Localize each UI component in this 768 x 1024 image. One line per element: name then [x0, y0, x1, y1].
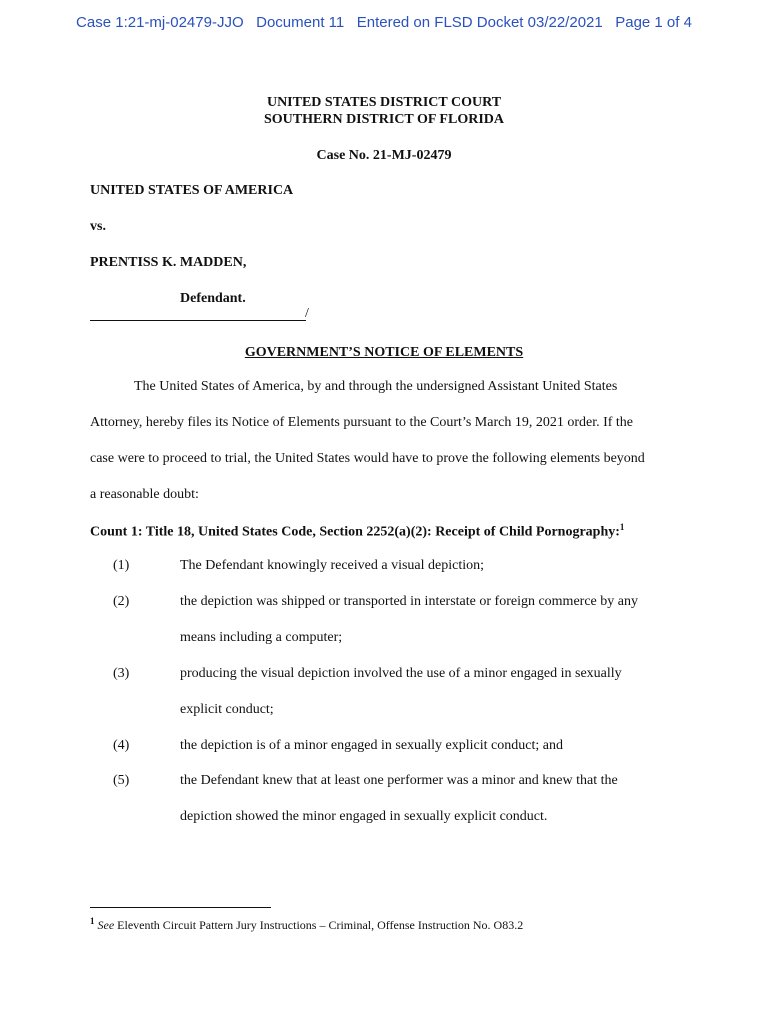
footnote-text: Eleventh Circuit Pattern Jury Instructions – Criminal, Offense Instruction No. O83.2 [114, 918, 524, 932]
caption-rule [90, 320, 306, 321]
body-line-2: Attorney, hereby files its Notice of Elements pursuant to the Court’s March 19, 2021 order. If the [90, 415, 634, 430]
element-number: (4) [113, 738, 130, 753]
element-number: (3) [113, 666, 130, 681]
plaintiff-name: UNITED STATES OF AMERICA [90, 183, 294, 198]
element-number: (1) [113, 558, 130, 573]
footnote-see: See [97, 918, 115, 932]
case-number: Case No. 21-MJ-02479 [316, 148, 452, 163]
body-line-1: The United States of America, by and through the undersigned Assistant United States [134, 379, 618, 394]
court-name: UNITED STATES DISTRICT COURT [266, 95, 502, 110]
footnote-rule [90, 907, 271, 908]
element-text-continued: depiction showed the minor engaged in sexually explicit conduct. [180, 809, 548, 824]
element-text: The Defendant knowingly received a visual depiction; [180, 558, 485, 573]
element-number: (5) [113, 773, 130, 788]
footnote [90, 916, 523, 933]
body-line-4: a reasonable doubt: [90, 487, 199, 502]
versus-label: vs. [90, 219, 106, 234]
count-heading-text: Count 1: Title 18, United States Code, Section 2252(a)(2): Receipt of Child Pornography: [90, 524, 620, 540]
element-number: (2) [113, 594, 130, 609]
element-text: the Defendant knew that at least one performer was a minor and knew that the [180, 773, 618, 788]
footnote-ref: 1 [619, 522, 625, 532]
body-line-3: case were to proceed to trial, the United States would have to prove the following elements beyond [90, 451, 645, 466]
footnote-marker: 1 [90, 916, 95, 926]
defendant-name: PRENTISS K. MADDEN, [90, 255, 247, 270]
document-title: GOVERNMENT’S NOTICE OF ELEMENTS [244, 345, 524, 360]
element-text: producing the visual depiction involved the use of a minor engaged in sexually [180, 666, 622, 681]
element-text-continued: means including a computer; [180, 630, 343, 645]
element-text: the depiction is of a minor engaged in sexually explicit conduct; and [180, 738, 563, 753]
defendant-label: Defendant. [180, 291, 246, 306]
element-text: the depiction was shipped or transported in interstate or foreign commerce by any [180, 594, 638, 609]
caption-slash: / [305, 306, 309, 321]
court-district: SOUTHERN DISTRICT OF FLORIDA [264, 112, 504, 127]
count-heading [90, 522, 624, 541]
element-text-continued: explicit conduct; [180, 702, 274, 717]
docket-header: Case 1:21-mj-02479-JJO Document 11 Entered on FLSD Docket 03/22/2021 Page 1 of 4 [76, 14, 692, 31]
